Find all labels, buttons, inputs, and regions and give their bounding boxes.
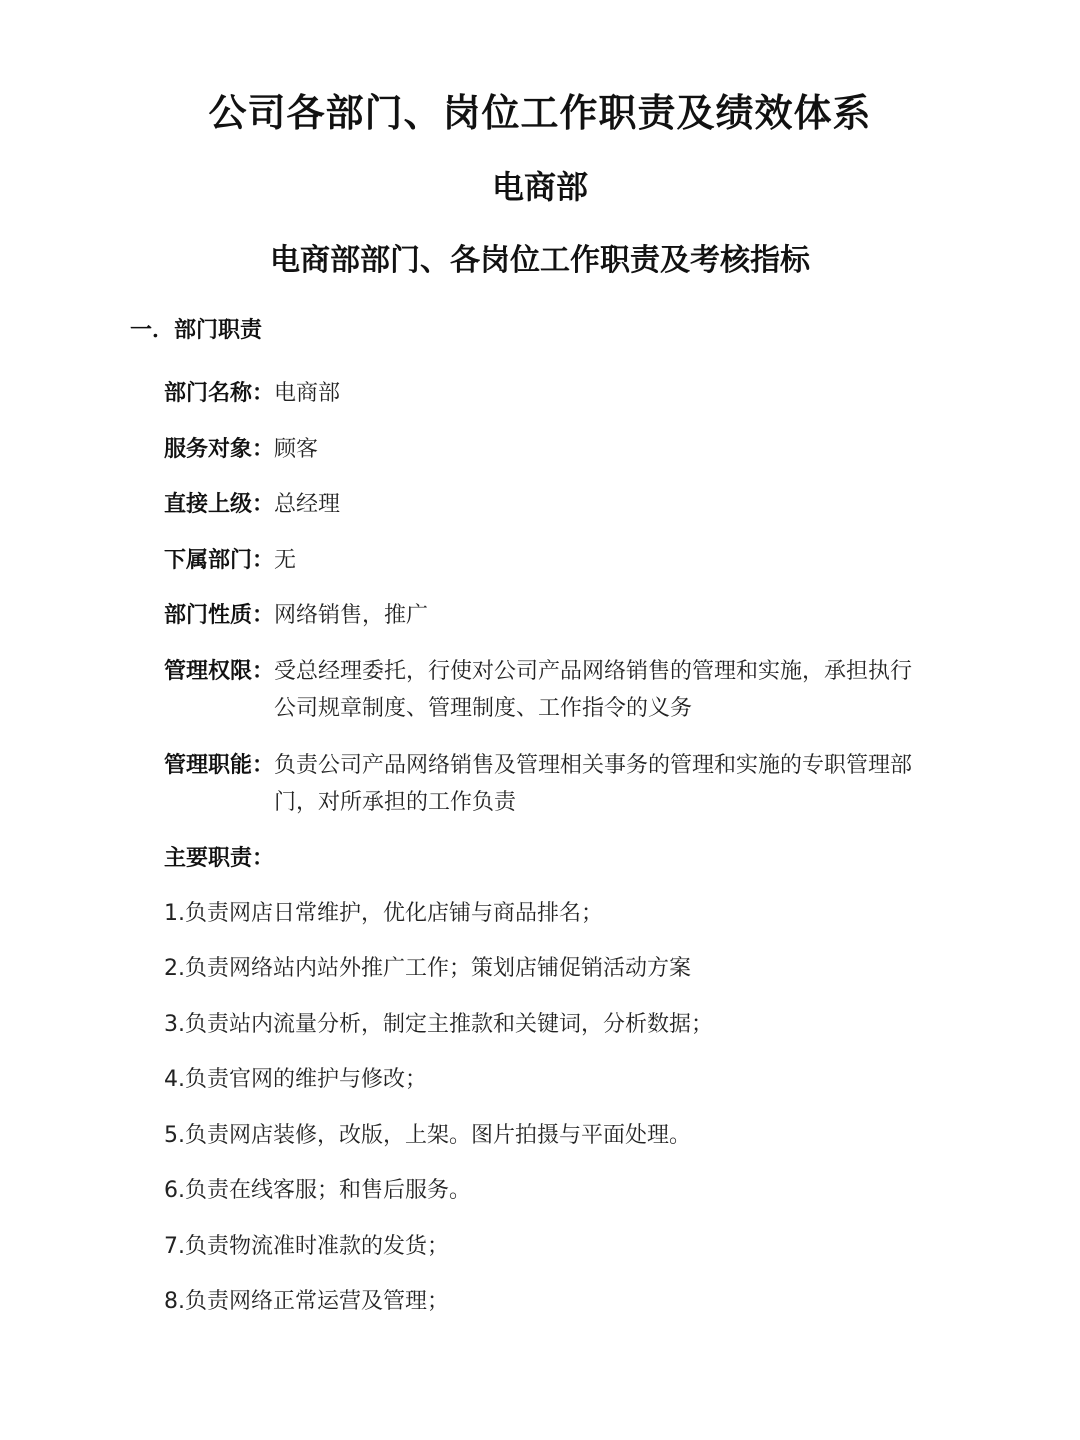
field-subordinate-departments — [164, 542, 924, 579]
duty-item: 4.负责官网的维护与修改； — [164, 1067, 427, 1092]
field-management-function — [164, 747, 924, 821]
duty-item: 3.负责站内流量分析，制定主推款和关键词，分析数据； — [164, 1012, 713, 1037]
field-department-nature — [164, 597, 924, 634]
duty-item: 5.负责网店装修，改版，上架。图片拍摄与平面处理。 — [164, 1123, 691, 1148]
field-value: 总经理 — [274, 492, 341, 517]
document-subtitle: 电商部部门、各岗位工作职责及考核指标 — [270, 243, 810, 278]
main-duties-heading: 主要职责： — [164, 846, 275, 871]
field-label: 管理职能： — [164, 753, 275, 778]
field-department-name — [164, 375, 924, 412]
document-title: 公司各部门、岗位工作职责及绩效体系 — [208, 91, 872, 135]
field-label: 下属部门： — [164, 548, 275, 573]
field-label: 部门性质： — [164, 603, 275, 628]
field-value: 网络销售，推广 — [274, 603, 429, 628]
duty-item: 2.负责网络站内站外推广工作；策划店铺促销活动方案 — [164, 956, 691, 981]
field-label: 直接上级： — [164, 492, 275, 517]
duty-item: 1.负责网店日常维护，优化店铺与商品排名； — [164, 901, 603, 926]
field-value: 顾客 — [274, 437, 319, 462]
section-heading-department-duties: 一．部门职责 — [130, 318, 263, 343]
duty-item: 7.负责物流准时准款的发货； — [164, 1234, 449, 1259]
department-title: 电商部 — [491, 168, 588, 206]
duty-item: 6.负责在线客服；和售后服务。 — [164, 1178, 471, 1203]
duty-item: 8.负责网络正常运营及管理； — [164, 1289, 449, 1314]
field-label: 管理权限： — [164, 659, 275, 684]
field-label: 部门名称： — [164, 381, 275, 406]
field-value: 受总经理委托，行使对公司产品网络销售的管理和实施，承担执行公司规章制度、管理制度、工作指令的义务 — [274, 659, 913, 721]
field-management-authority — [164, 653, 924, 727]
field-value: 负责公司产品网络销售及管理相关事务的管理和实施的专职管理部门，对所承担的工作负责 — [274, 753, 913, 815]
field-label: 服务对象： — [164, 437, 275, 462]
field-value: 无 — [274, 548, 297, 573]
field-direct-superior — [164, 486, 924, 523]
field-service-target — [164, 431, 924, 468]
field-value: 电商部 — [274, 381, 341, 406]
